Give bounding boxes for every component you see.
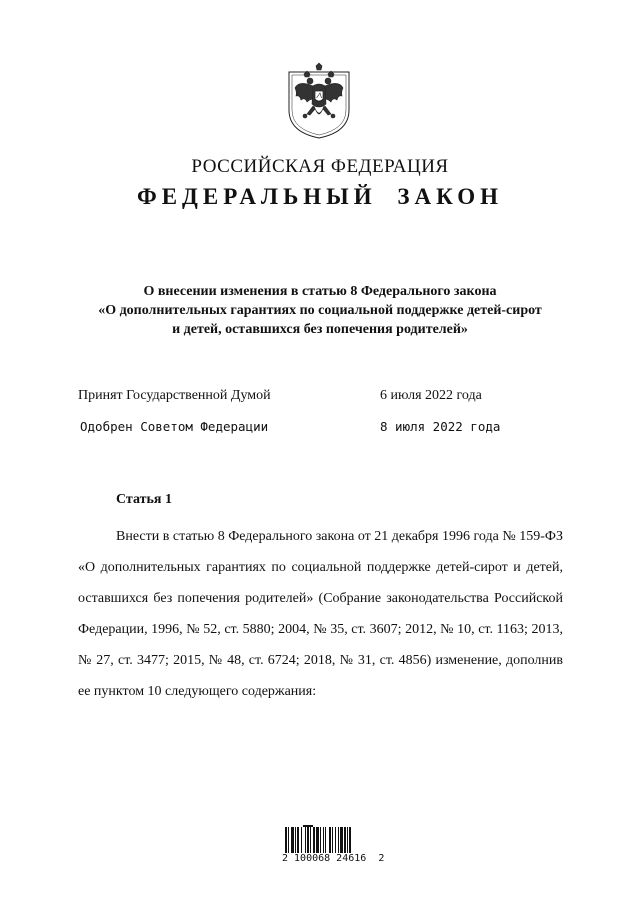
article-text: Внести в статью 8 Федерального закона от 21 декабря 1996 года № 159-ФЗ «О дополнительных гарантиях по социальной поддержке детей-сирот и детей, оставшихся без попечения родителей» (Собрание законодательства Российской Федерации, 1996, № 52, ст. 5880; 2004, № 35, ст. 3607; 2012, № 10, ст. 1163; 2013, № 27, ст. 3477; 2015, № 48, ст. 6724; 2018, № 31, ст. 4856) изменение, дополнив ее пунктом 10 следующего содержания: bbox=[78, 529, 563, 699]
barcode-number: 2 100068 24616 2 bbox=[282, 853, 385, 864]
article-heading: Статья 1 bbox=[116, 492, 172, 507]
law-title-line: «О дополнительных гарантиях по социальной поддержке детей-сирот bbox=[98, 303, 542, 318]
adopted-by-duma-date: 6 июля 2022 года bbox=[380, 388, 482, 403]
coat-of-arms-icon bbox=[285, 62, 353, 140]
law-title-line: и детей, оставшихся без попечения родителей» bbox=[172, 322, 468, 337]
approved-by-council-label: Одобрен Советом Федерации bbox=[80, 419, 269, 434]
country-name: РОССИЙСКАЯ ФЕДЕРАЦИЯ bbox=[191, 156, 449, 177]
approved-by-council-date: 8 июля 2022 года bbox=[380, 419, 501, 434]
law-type: ФЕДЕРАЛЬНЫЙ ЗАКОН bbox=[136, 184, 504, 209]
law-title-line: О внесении изменения в статью 8 Федерального закона bbox=[143, 284, 497, 299]
law-title bbox=[0, 282, 640, 339]
adopted-by-duma-label: Принят Государственной Думой bbox=[78, 388, 271, 403]
barcode-icon bbox=[283, 825, 383, 853]
